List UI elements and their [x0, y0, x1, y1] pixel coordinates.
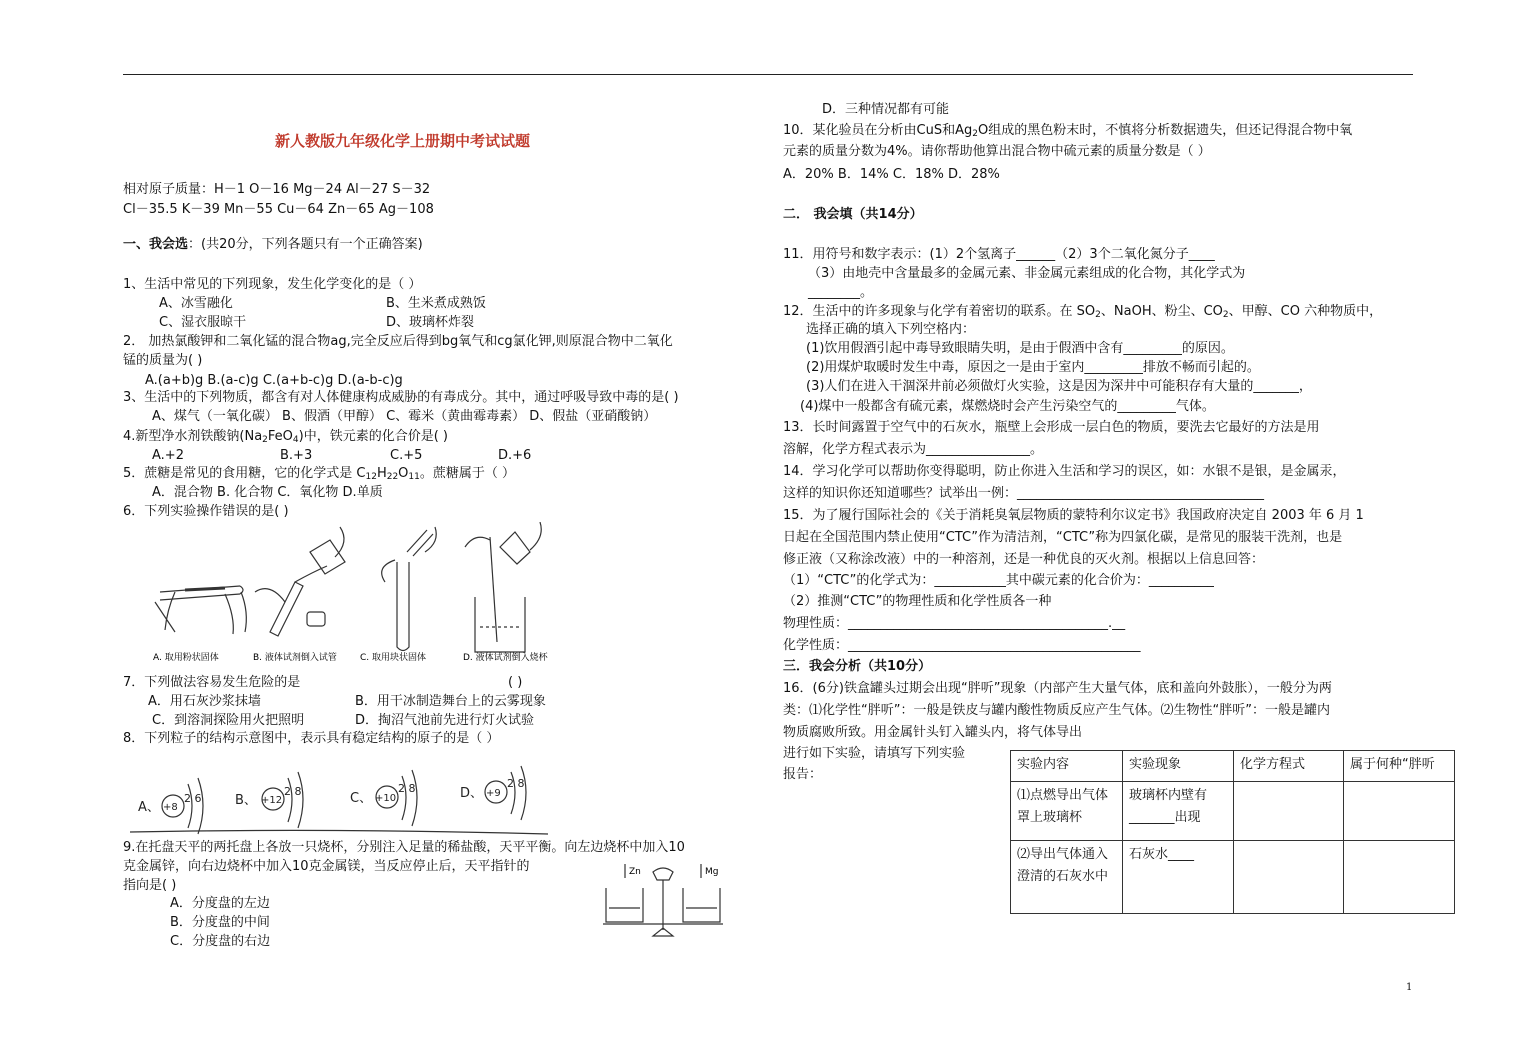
table-row [1011, 782, 1455, 841]
atom-b-shells: 2 8 [284, 785, 302, 798]
q5-subscript: 12 [365, 472, 377, 482]
q1-option-d: D、玻璃杯炸裂 [386, 315, 475, 330]
atom-c-shells: 2 8 [398, 782, 416, 795]
q5-stem-part: 5．蔗糖是常见的食用糖，它的化学式是 C [123, 466, 366, 481]
q9-stem-3: 指向是( ) [123, 878, 177, 893]
section-2-heading: 二． 我会填（共14分） [783, 207, 923, 222]
q12-line-5: (3)人们在进入干涸深井前必须做灯火实验，这是因为深井中可能积存有大量的_______， [806, 379, 1312, 394]
table-header-cell: 化学方程式 [1234, 751, 1344, 782]
q9-option-d: D．三种情况都有可能 [822, 102, 950, 117]
table-cell [1234, 782, 1344, 841]
q8-stem: 8．下列粒子的结构示意图中，表示具有稳定结构的原子的是（ ） [123, 731, 500, 746]
table-cell: 玻璃杯内壁有_______出现 [1123, 782, 1234, 841]
atomic-mass-line-2: Cl－35.5 K－39 Mn－55 Cu－64 Zn－65 Ag－108 [123, 202, 434, 217]
q12-stem-part: 、甲醇、CO 六种物质中， [1228, 304, 1383, 319]
q1-option-c: C、湿衣服晾干 [159, 315, 247, 330]
balance-figure [603, 860, 725, 940]
table-header-cell: 属于何种“胖听 [1344, 751, 1455, 782]
q10-options: A．20% B．14% C．18% D．28% [783, 167, 1000, 182]
table-header-cell: 实验现象 [1123, 751, 1234, 782]
lab-operations-figure [145, 522, 565, 667]
q12-stem-part: 、NaOH、粉尘、CO [1100, 304, 1223, 319]
q10-stem-part: O [978, 123, 989, 138]
q6-stem: 6．下列实验操作错误的是( ) [123, 504, 289, 519]
q6-caption-a: A. 取用粉状固体 [153, 653, 219, 663]
q15-line-1: 15．为了履行国际社会的《关于消耗臭氧层物质的蒙特利尔议定书》我国政府决定自 2003 年 6 月 1 [783, 508, 1364, 523]
q15-line-6: 物理性质：________________________________________.__ [783, 616, 1126, 631]
q10-stem-part: 10．某化验员在分析由 [783, 123, 917, 138]
table-cell: ⑴点燃导出气体 罩上玻璃杯 [1011, 782, 1123, 841]
q16-line-2: 类：⑴化学性“胖听”：一般是铁皮与罐内酸性物质反应产生气体。⑵生物性“胖听”：一般是罐内 [783, 703, 1330, 718]
table-header-cell: 实验内容 [1011, 751, 1123, 782]
q7-answer-paren: ( ) [508, 675, 523, 690]
q15-line-2: 日起在全国范围内禁止使用“CTC”作为清洁剂，“CTC”称为四氯化碳，是常见的服装干洗剂，也是 [783, 530, 1343, 545]
q15-line-5: （2）推测“CTC”的物理性质和化学性质各一种 [783, 594, 1052, 609]
q16-line-4: 进行如下实验，请填写下列实验 [783, 746, 966, 761]
q7-option-d: D．掏沼气池前先进行灯火试验 [355, 713, 535, 728]
q9-option-c: C．分度盘的右边 [170, 934, 271, 949]
q9-stem-1: 9.在托盘天平的两托盘上各放一只烧杯，分别注入足量的稀盐酸，天平平衡。向左边烧杯中加入10 [123, 840, 685, 855]
q4-option-b: B.+3 [280, 448, 313, 463]
q12-stem-part: 12．生活中的许多现象与化学有着密切的联系。在 SO [783, 304, 1096, 319]
q6-caption-c: C. 取用块状固体 [360, 653, 427, 663]
q11-line-2: （3）由地壳中含量最多的金属元素、非金属元素组成的化合物，其化学式为 [808, 266, 1246, 281]
section-1-heading [123, 236, 423, 254]
q5-options: A．混合物 B. 化合物 C．氧化物 D.单质 [152, 485, 383, 500]
q7-option-b: B．用干冰制造舞台上的云雾现象 [355, 694, 546, 709]
q7-stem: 7．下列做法容易发生危险的是 [123, 675, 301, 690]
atomic-mass-line-1: 相对原子质量：H－1 O－16 Mg－24 Al－27 S－32 [123, 182, 431, 197]
q5-stem-part: O [398, 466, 409, 481]
balance-right-label: Mg [705, 867, 719, 877]
q4-stem-part: 4.新型净水剂铁酸钠(Na [123, 429, 263, 444]
q6-caption-d: D. 液体试剂倒入烧杯 [463, 653, 548, 663]
atom-b-nucleus: +12 [261, 795, 283, 806]
q4-stem-part: )中，铁元素的化合价是( ) [298, 429, 448, 444]
table-header-row [1011, 751, 1455, 782]
q4-option-d: D.+6 [498, 448, 532, 463]
atom-c-label: C、 [350, 791, 373, 806]
table-cell: ⑵导出气体通入 澄清的石灰水中 [1011, 841, 1123, 914]
table-cell [1234, 841, 1344, 914]
q10-stem-1 [783, 122, 1352, 143]
q2-stem-2: 锰的质量为( ) [123, 353, 203, 368]
page-title: 新人教版九年级化学上册期中考试试题 [275, 132, 531, 150]
q16-line-1: 16．(6分)铁盒罐头过期会出现“胖听”现象（内部产生大量气体，底和盖向外鼓胀），一般分为两 [783, 681, 1332, 696]
q14-line-2: 这样的知识你还知道哪些？试举出一例：______________________________________ [783, 486, 1265, 501]
q9-stem-2: 克金属锌，向右边烧杯中加入10克金属镁，当反应停止后，天平指针的 [123, 859, 530, 874]
table-row [1011, 841, 1455, 914]
q15-line-3: 修正液（又称涂改液）中的一种溶剂，还是一种优良的灭火剂。根据以上信息回答： [783, 552, 1265, 567]
q5-stem-part: 。蔗糖属于（ ） [419, 466, 515, 481]
q5-stem [123, 465, 515, 486]
section-3-heading: 三．我会分析（共10分） [783, 659, 932, 674]
q16-line-5: 报告： [783, 767, 823, 782]
q10-stem-part: Ag [955, 123, 973, 138]
q14-line-1: 14．学习化学可以帮助你变得聪明，防止你进入生活和学习的误区，如：水银不是银，是金属汞， [783, 464, 1346, 479]
q4-subscript: 2 [262, 435, 268, 445]
q2-options: A.(a+b)g B.(a-c)g C.(a+b-c)g D.(a-b-c)g [145, 373, 403, 388]
atom-a-shells: 2 6 [184, 792, 202, 805]
q15-line-4: （1）“CTC”的化学式为：___________其中碳元素的化合价为：__________ [783, 573, 1214, 588]
q10-stem-part: 组成的黑色粉末时，不慎将分析数据遗失，但还记得混合物中氧 [988, 123, 1353, 138]
section-1-note: ：(共20分，下列各题只有一个正确答案) [188, 237, 423, 252]
q7-option-a: A．用石灰沙浆抹墙 [148, 694, 261, 709]
header-rule [123, 74, 1413, 75]
q1-stem: 1、生活中常见的下列现象，发生化学变化的是（ ） [123, 277, 422, 292]
q3-options: A、煤气（一氧化碳） B、假酒（甲醇） C、霉米（黄曲霉毒素） D、假盐（亚硝酸钠） [152, 409, 657, 424]
q4-subscript: 4 [292, 435, 299, 445]
q13-line-2: 溶解，化学方程式表示为________________。 [783, 442, 1044, 457]
q4-option-a: A.+2 [152, 448, 184, 463]
q12-line-4: (2)用煤炉取暖时发生中毒，原因之一是由于室内_________排放不畅而引起的。 [806, 360, 1260, 375]
q11-line-1: 11．用符号和数字表示：(1）2个氢离子______（2）3个二氧化氮分子____ [783, 247, 1215, 262]
q10-stem-2: 元素的质量分数为4%。请你帮助他算出混合物中硫元素的质量分数是（ ） [783, 144, 1211, 159]
q2-stem-1: 2． 加热氯酸钾和二氧化锰的混合物ag,完全反应后得到bg氧气和cg氯化钾,则原混合物中二氧化 [123, 334, 673, 349]
atomic-structure-figure [130, 752, 550, 837]
atom-d-label: D、 [460, 786, 484, 801]
q7-option-c: C．到溶洞探险用火把照明 [152, 713, 305, 728]
atom-d-shells: 2 8 [507, 777, 525, 790]
q10-stem-part: CuS [916, 123, 943, 138]
q1-option-b: B、生米煮成熟饭 [386, 296, 486, 311]
q15-line-7: 化学性质：_____________________________________________ [783, 638, 1141, 653]
q5-stem-part: H [376, 466, 387, 481]
q11-line-3: ________。 [808, 285, 874, 300]
q4-stem-part: FeO [267, 429, 293, 444]
q12-line-3: (1)饮用假酒引起中毒导致眼睛失明，是由于假酒中含有_________的原因。 [806, 341, 1234, 356]
q6-caption-b: B. 液体试剂倒入试管 [253, 653, 337, 663]
q12-line-6: (4)煤中一般都含有硫元素，煤燃烧时会产生污染空气的_________气体。 [800, 399, 1215, 414]
atom-b-label: B、 [235, 793, 257, 808]
q12-subscript: 2 [1222, 310, 1229, 320]
atom-d-nucleus: +9 [486, 788, 501, 799]
page-number: 1 [1406, 982, 1413, 993]
q9-option-a: A．分度盘的左边 [170, 896, 270, 911]
q9-option-b: B．分度盘的中间 [170, 915, 270, 930]
q10-stem-part: 和 [942, 123, 956, 138]
q13-line-1: 13．长时间露置于空气中的石灰水，瓶壁上会形成一层白色的物质，要洗去它最好的方法是用 [783, 420, 1320, 435]
q12-line-2: 选择正确的填入下列空格内： [806, 322, 976, 337]
q5-subscript: 11 [408, 472, 420, 482]
experiment-report-table [1010, 750, 1455, 914]
section-1-label: 一、我会选 [123, 237, 189, 252]
q3-stem: 3、生活中的下列物质，都含有对人体健康构成威胁的有毒成分。其中，通过呼吸导致中毒的是( ) [123, 390, 679, 405]
table-cell: 石灰水____ [1123, 841, 1234, 914]
atom-c-nucleus: +10 [375, 793, 397, 804]
atom-a-nucleus: +8 [163, 802, 178, 813]
q4-stem [123, 428, 448, 449]
q5-subscript: 22 [386, 472, 399, 482]
q4-option-c: C.+5 [390, 448, 423, 463]
q12-subscript: 2 [1095, 310, 1101, 320]
q10-subscript: 2 [972, 129, 979, 139]
table-cell [1344, 782, 1455, 841]
table-cell [1344, 841, 1455, 914]
atom-a-label: A、 [138, 800, 160, 815]
q16-line-3: 物质腐败所致。用金属针头钉入罐头内，将气体导出 [783, 725, 1083, 740]
balance-left-label: Zn [629, 867, 641, 877]
q1-option-a: A、冰雪融化 [159, 296, 233, 311]
